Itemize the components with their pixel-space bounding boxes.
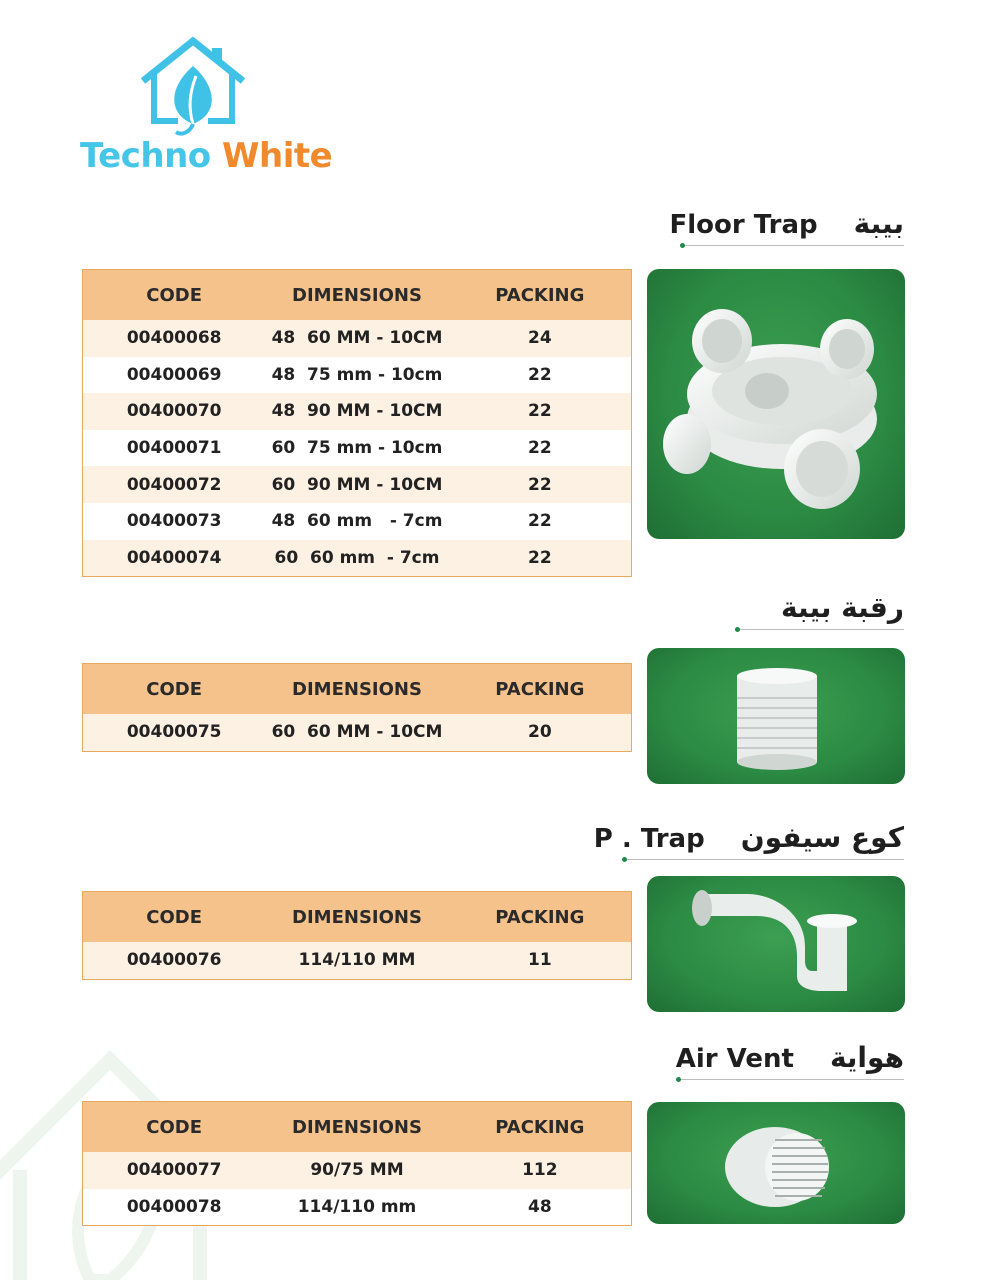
spec-table-p-trap (82, 891, 632, 980)
header-code: CODE (146, 284, 203, 306)
table-row (83, 320, 631, 357)
cell-dimensions: 48 60 mm - 7cm (271, 511, 443, 532)
header-dimensions: DIMENSIONS (292, 284, 422, 306)
section-title-en: Floor Trap (669, 210, 818, 240)
table-row (83, 503, 631, 540)
cell-dimensions: 114/110 MM (298, 950, 416, 971)
header-code: CODE (146, 1116, 203, 1138)
cell-code: 00400068 (126, 328, 222, 349)
cell-dimensions: 114/110 mm (297, 1196, 417, 1217)
section-title-ar: كوع سيفون (740, 821, 904, 854)
cell-packing: 22 (527, 474, 552, 495)
table-row (83, 357, 631, 394)
house-leaf-logo-icon (138, 36, 248, 146)
brand-logo (80, 36, 333, 186)
cell-packing: 48 (527, 1196, 552, 1217)
brand-name: Techno White (80, 136, 333, 176)
table-row (83, 540, 631, 577)
header-dimensions: DIMENSIONS (292, 678, 422, 700)
section-title-ar: رقبة بيبة (781, 591, 904, 624)
header-code: CODE (146, 906, 203, 928)
product-photo-floor-trap-neck (647, 648, 905, 784)
cell-dimensions: 48 60 MM - 10CM (271, 328, 443, 349)
cell-code: 00400072 (126, 474, 222, 495)
cell-code: 00400075 (126, 722, 222, 743)
table-row (83, 1152, 631, 1189)
cell-packing: 22 (527, 401, 552, 422)
cell-packing: 20 (527, 722, 552, 743)
section-title-ar: هواية (829, 1041, 904, 1074)
spec-table-floor-trap (82, 269, 632, 577)
section-title-en: Air Vent (675, 1044, 794, 1074)
cell-packing: 22 (527, 438, 552, 459)
cell-dimensions: 60 60 MM - 10CM (271, 722, 443, 743)
table-row (83, 430, 631, 467)
cell-packing: 11 (527, 950, 552, 971)
cell-code: 00400076 (126, 950, 222, 971)
section-title-ar: بيبة (853, 207, 904, 240)
table-header (83, 270, 631, 320)
header-code: CODE (146, 678, 203, 700)
cell-dimensions: 60 90 MM - 10CM (271, 474, 443, 495)
cell-code: 00400073 (126, 511, 222, 532)
table-header (83, 1102, 631, 1152)
table-row (83, 1189, 631, 1226)
header-dimensions: DIMENSIONS (292, 906, 422, 928)
header-dimensions: DIMENSIONS (292, 1116, 422, 1138)
table-row (83, 466, 631, 503)
cell-code: 00400069 (126, 364, 222, 385)
cell-code: 00400071 (126, 438, 222, 459)
cell-code: 00400070 (126, 401, 222, 422)
cell-packing: 22 (527, 511, 552, 532)
section-heading-floor-trap-neck (735, 588, 904, 632)
table-row (83, 714, 631, 751)
product-photo-floor-trap (647, 269, 905, 539)
header-packing: PACKING (495, 678, 585, 700)
cell-dimensions: 90/75 MM (310, 1160, 404, 1181)
section-heading-air-vent (676, 1038, 904, 1082)
section-heading-floor-trap (669, 204, 904, 248)
cell-dimensions: 60 75 mm - 10cm (271, 438, 443, 459)
table-header (83, 892, 631, 942)
cell-dimensions: 48 90 MM - 10CM (271, 401, 443, 422)
product-photo-air-vent (647, 1102, 905, 1224)
cell-code: 00400074 (126, 547, 222, 568)
table-header (83, 664, 631, 714)
cell-packing: 24 (527, 328, 552, 349)
product-photo-p-trap (647, 876, 905, 1012)
cell-dimensions: 60 60 mm - 7cm (274, 547, 440, 568)
spec-table-air-vent (82, 1101, 632, 1226)
cell-packing: 22 (527, 364, 552, 385)
cell-packing: 112 (522, 1160, 558, 1181)
spec-table-floor-trap-neck (82, 663, 632, 752)
section-heading-p-trap (593, 818, 904, 862)
cell-packing: 22 (527, 547, 552, 568)
cell-code: 00400077 (126, 1160, 222, 1181)
cell-code: 00400078 (126, 1196, 222, 1217)
cell-dimensions: 48 75 mm - 10cm (271, 364, 443, 385)
header-packing: PACKING (495, 906, 585, 928)
table-row (83, 393, 631, 430)
header-packing: PACKING (495, 1116, 585, 1138)
section-title-en: P . Trap (593, 824, 705, 854)
header-packing: PACKING (495, 284, 585, 306)
table-row (83, 942, 631, 979)
